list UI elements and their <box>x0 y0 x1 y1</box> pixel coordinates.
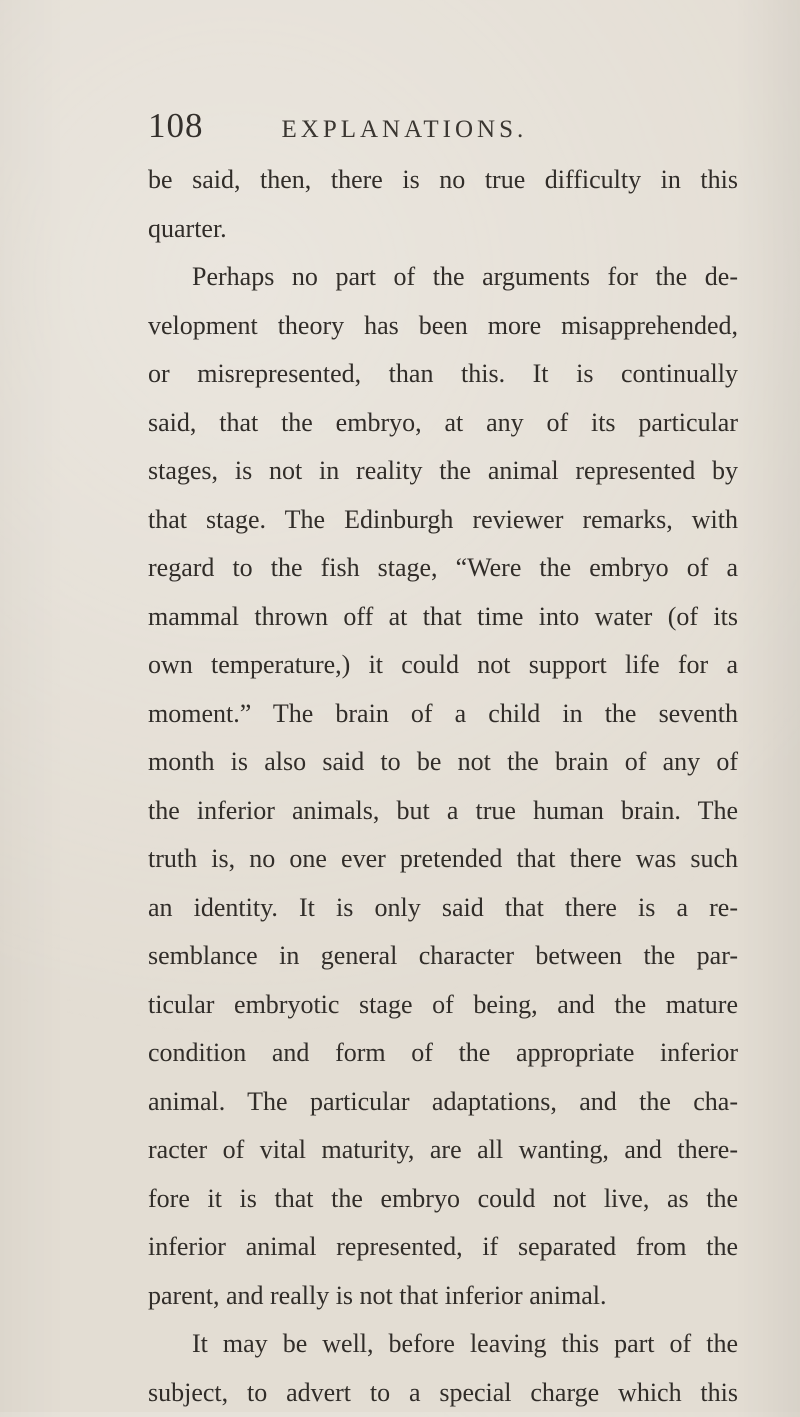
text-line: own temperature,) it could not support life for a <box>148 641 738 690</box>
text-line: moment.” The brain of a child in the seventh <box>148 690 738 739</box>
text-line: subject, to advert to a special charge which this <box>148 1369 738 1417</box>
text-line: parent, and really is not that inferior animal. <box>148 1272 738 1321</box>
running-title: EXPLANATIONS. <box>282 116 528 144</box>
text-line: that stage. The Edinburgh reviewer remarks, with <box>148 496 738 545</box>
text-line: inferior animal represented, if separated from the <box>148 1223 738 1272</box>
text-line: ticular embryotic stage of being, and the mature <box>148 981 738 1030</box>
text-line: or misrepresented, than this. It is continually <box>148 350 738 399</box>
page-number: 108 <box>148 106 204 146</box>
text-line: It may be well, before leaving this part of the <box>148 1320 738 1369</box>
running-head <box>148 106 748 146</box>
text-line: an identity. It is only said that there is a re- <box>148 884 738 933</box>
text-line: mammal thrown off at that time into water (of its <box>148 593 738 642</box>
text-line: racter of vital maturity, are all wanting, and there- <box>148 1126 738 1175</box>
text-line: semblance in general character between the par- <box>148 932 738 981</box>
text-line: month is also said to be not the brain of any of <box>148 738 738 787</box>
text-line: regard to the fish stage, “Were the embryo of a <box>148 544 738 593</box>
text-line: quarter. <box>148 205 738 254</box>
text-line: the inferior animals, but a true human brain. The <box>148 787 738 836</box>
text-line: said, that the embryo, at any of its particular <box>148 399 738 448</box>
text-line: truth is, no one ever pretended that there was such <box>148 835 738 884</box>
text-line: velopment theory has been more misapprehended, <box>148 302 738 351</box>
text-line: condition and form of the appropriate inferior <box>148 1029 738 1078</box>
text-line: Perhaps no part of the arguments for the de- <box>148 253 738 302</box>
text-line: be said, then, there is no true difficulty in this <box>148 156 738 205</box>
text-line: stages, is not in reality the animal represented by <box>148 447 738 496</box>
text-line: animal. The particular adaptations, and the cha- <box>148 1078 738 1127</box>
body-text <box>148 156 738 1417</box>
text-line: fore it is that the embryo could not live, as the <box>148 1175 738 1224</box>
